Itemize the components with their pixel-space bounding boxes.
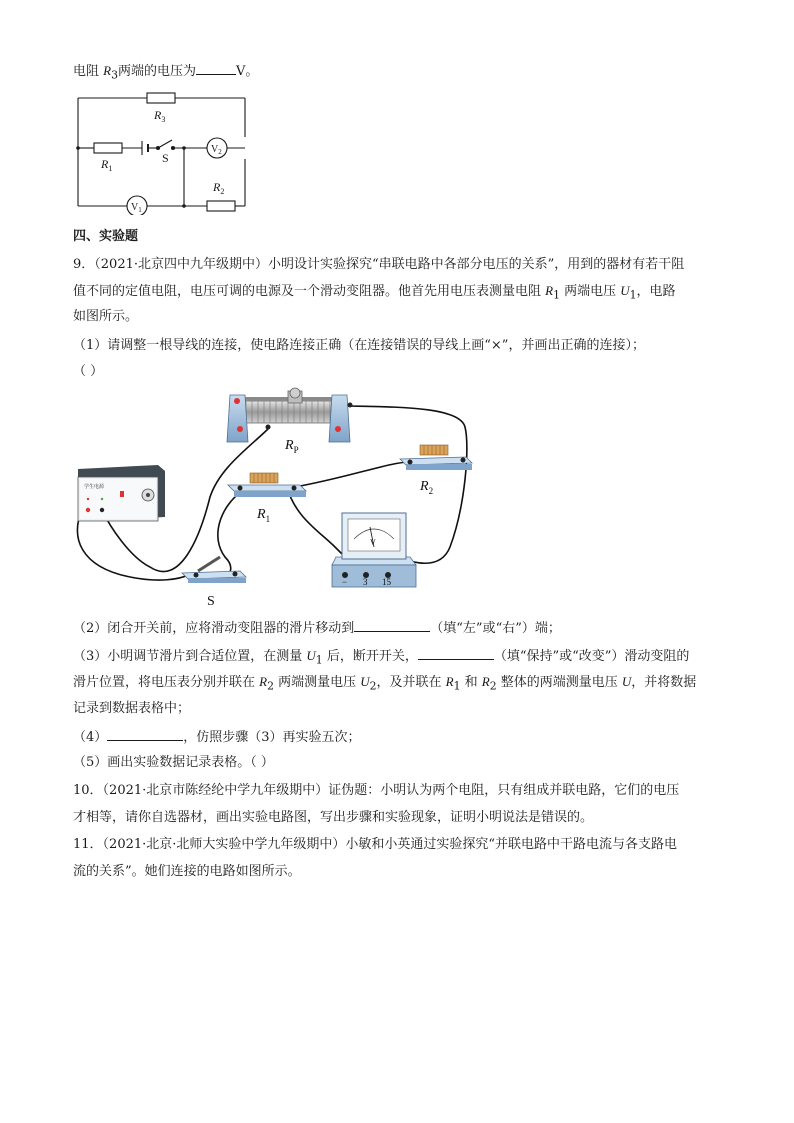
switch[interactable] xyxy=(182,557,246,583)
v2-label: $V_2$ xyxy=(211,144,222,156)
q8-text: 电阻 xyxy=(73,64,104,79)
power-supply-label: 学生电源 xyxy=(84,485,105,490)
voltmeter-15-label: 15 xyxy=(382,577,391,587)
q9-part2-text-b: （填“左”或“右”）端； xyxy=(430,621,561,636)
q9-part4-text-a: （4） xyxy=(73,730,108,745)
q8-tail-line xyxy=(73,61,258,85)
q9-part3-u2: U xyxy=(360,674,370,689)
voltmeter-minus-label: − xyxy=(342,577,348,587)
r1-resistor xyxy=(94,143,122,153)
q9-part2 xyxy=(73,618,561,638)
apparatus-illustration xyxy=(70,387,480,609)
q9-part3-r1: R xyxy=(445,674,454,689)
q9-part3-text-b: 后，断开开关， xyxy=(322,649,418,664)
q8-unit: V。 xyxy=(236,64,259,79)
q9-part1: （1）请调整一根导线的连接，使电路连接正确（在连接错误的导线上画“×”，并画出正确的连接）； xyxy=(73,338,645,353)
q9-part3-u1-sub: 1 xyxy=(315,653,323,667)
q9-part3-text-c: （填“保持”或“改变”）滑动变阻的 xyxy=(493,649,690,664)
q9-part4 xyxy=(73,727,361,747)
q9-part4-blank[interactable] xyxy=(107,727,183,741)
r2-label: $R_2$ xyxy=(213,180,225,196)
r1-apparatus-label: $R_1$ xyxy=(257,507,271,524)
q9-part3-text-d: 滑片位置，将电压表分别并联在 xyxy=(73,675,260,690)
resistor-r1[interactable] xyxy=(228,473,306,497)
r1-label: $R_1$ xyxy=(101,157,113,173)
q9-part3-text-i: ，并将数据 xyxy=(631,675,697,690)
q9-part3-u1: U xyxy=(306,648,316,663)
q8-r3-sub: 3 xyxy=(111,68,118,82)
section-heading: 四、实验题 xyxy=(73,229,139,244)
q10-line-1: 10．（2021·北京市陈经纶中学九年级期中）证伪题：小明认为两个电阻，只有组成并联电路，它们的电压 xyxy=(73,783,680,798)
switch-knife[interactable] xyxy=(198,557,220,571)
q9-u1-sub: 1 xyxy=(629,288,637,302)
q9-line-1: 9．（2021·北京四中九年级期中）小明设计实验探究“串联电路中各部分电压的关系”，用到的器材有若干阻 xyxy=(73,257,685,272)
q9-line-2 xyxy=(73,282,676,305)
resistor-r2[interactable] xyxy=(400,445,472,470)
q8-answer-blank[interactable] xyxy=(196,61,236,75)
q9-part3-line2 xyxy=(73,673,696,696)
r2-resistor xyxy=(207,201,235,211)
q9-part3-blank[interactable] xyxy=(418,646,494,660)
q9-part2-blank[interactable] xyxy=(354,618,430,632)
q9-part3-r2b: R xyxy=(481,674,490,689)
r3-resistor xyxy=(147,93,175,103)
switch-label: S xyxy=(162,151,169,165)
q9-text-a: 值不同的定值电阻，电压可调的电源及一个滑动变阻器。他首先用电压表测量电阻 xyxy=(73,284,546,299)
voltmeter[interactable] xyxy=(332,513,416,587)
q8-text-2: 两端的电压为 xyxy=(117,64,196,79)
rp-label: $R_P$ xyxy=(285,438,299,455)
power-terminal-positive[interactable] xyxy=(86,508,90,512)
power-terminal-negative[interactable] xyxy=(100,508,104,512)
q9-part3-text-h: 整体的两端测量电压 xyxy=(496,675,622,690)
q9-part3-line1 xyxy=(73,646,689,670)
q9-part3-line3: 记录到数据表格中； xyxy=(73,701,191,716)
q10-line-2: 才相等，请你自选器材，画出实验电路图，写出步骤和实验现象，证明小明说法是错误的。 xyxy=(73,810,594,825)
wire-r1-to-r2 xyxy=(295,462,410,487)
q9-part5: （5）画出实验数据记录表格。（ ） xyxy=(73,755,274,770)
q9-part3-text-g: 和 xyxy=(460,675,482,690)
voltmeter-3-label: 3 xyxy=(363,577,368,587)
q11-line-2: 流的关系”。她们连接的电路如图所示。 xyxy=(73,864,301,879)
q11-line-1: 11．（2021·北京·北师大实验中学九年级期中）小敏和小英通过实验探究“并联电路中干路电流与各支路电 xyxy=(73,837,678,852)
q9-part2-text-a: （2）闭合开关前，应将滑动变阻器的滑片移动到 xyxy=(73,621,355,636)
r3-label: $R_3$ xyxy=(154,108,166,124)
switch-blade xyxy=(158,140,172,148)
power-supply[interactable] xyxy=(78,465,165,521)
wire-r1-to-switch xyxy=(218,491,242,572)
circuit-diagram-1 xyxy=(75,90,255,215)
q9-part4-text-b: ，仿照步骤（3）再实验五次； xyxy=(183,730,361,745)
q9-part3-r1-sub: 1 xyxy=(453,679,461,693)
q9-r1-sub: 1 xyxy=(553,288,560,302)
q9-part3-r2b-sub: 2 xyxy=(489,679,497,693)
switch-apparatus-label: S xyxy=(207,594,215,609)
r2-apparatus-label: $R_2$ xyxy=(420,479,434,496)
sliding-rheostat[interactable] xyxy=(227,388,353,442)
voltmeter-symbol: V xyxy=(370,538,376,547)
q9-r1: R xyxy=(545,283,554,298)
q9-part3-text-e: 两端测量电压 xyxy=(273,675,361,690)
q9-part3-r2: R xyxy=(259,674,268,689)
q9-part3-r2-sub: 2 xyxy=(267,679,274,693)
q9-part3-text-a: （3）小明调节滑片到合适位置，在测量 xyxy=(73,649,307,664)
q9-u1: U xyxy=(620,283,630,298)
q8-r3: R xyxy=(103,63,112,78)
q9-text-b: 两端电压 xyxy=(559,284,621,299)
q9-part1-paren[interactable]: （ ） xyxy=(73,364,104,379)
q9-line-3: 如图所示。 xyxy=(73,309,139,324)
q9-text-c: ，电路 xyxy=(636,284,676,299)
q9-part3-u: U xyxy=(621,674,632,689)
q9-part3-text-f: ，及并联在 xyxy=(376,675,446,690)
v1-label: $V_1$ xyxy=(131,202,142,214)
q9-part3-u2-sub: 2 xyxy=(369,679,377,693)
